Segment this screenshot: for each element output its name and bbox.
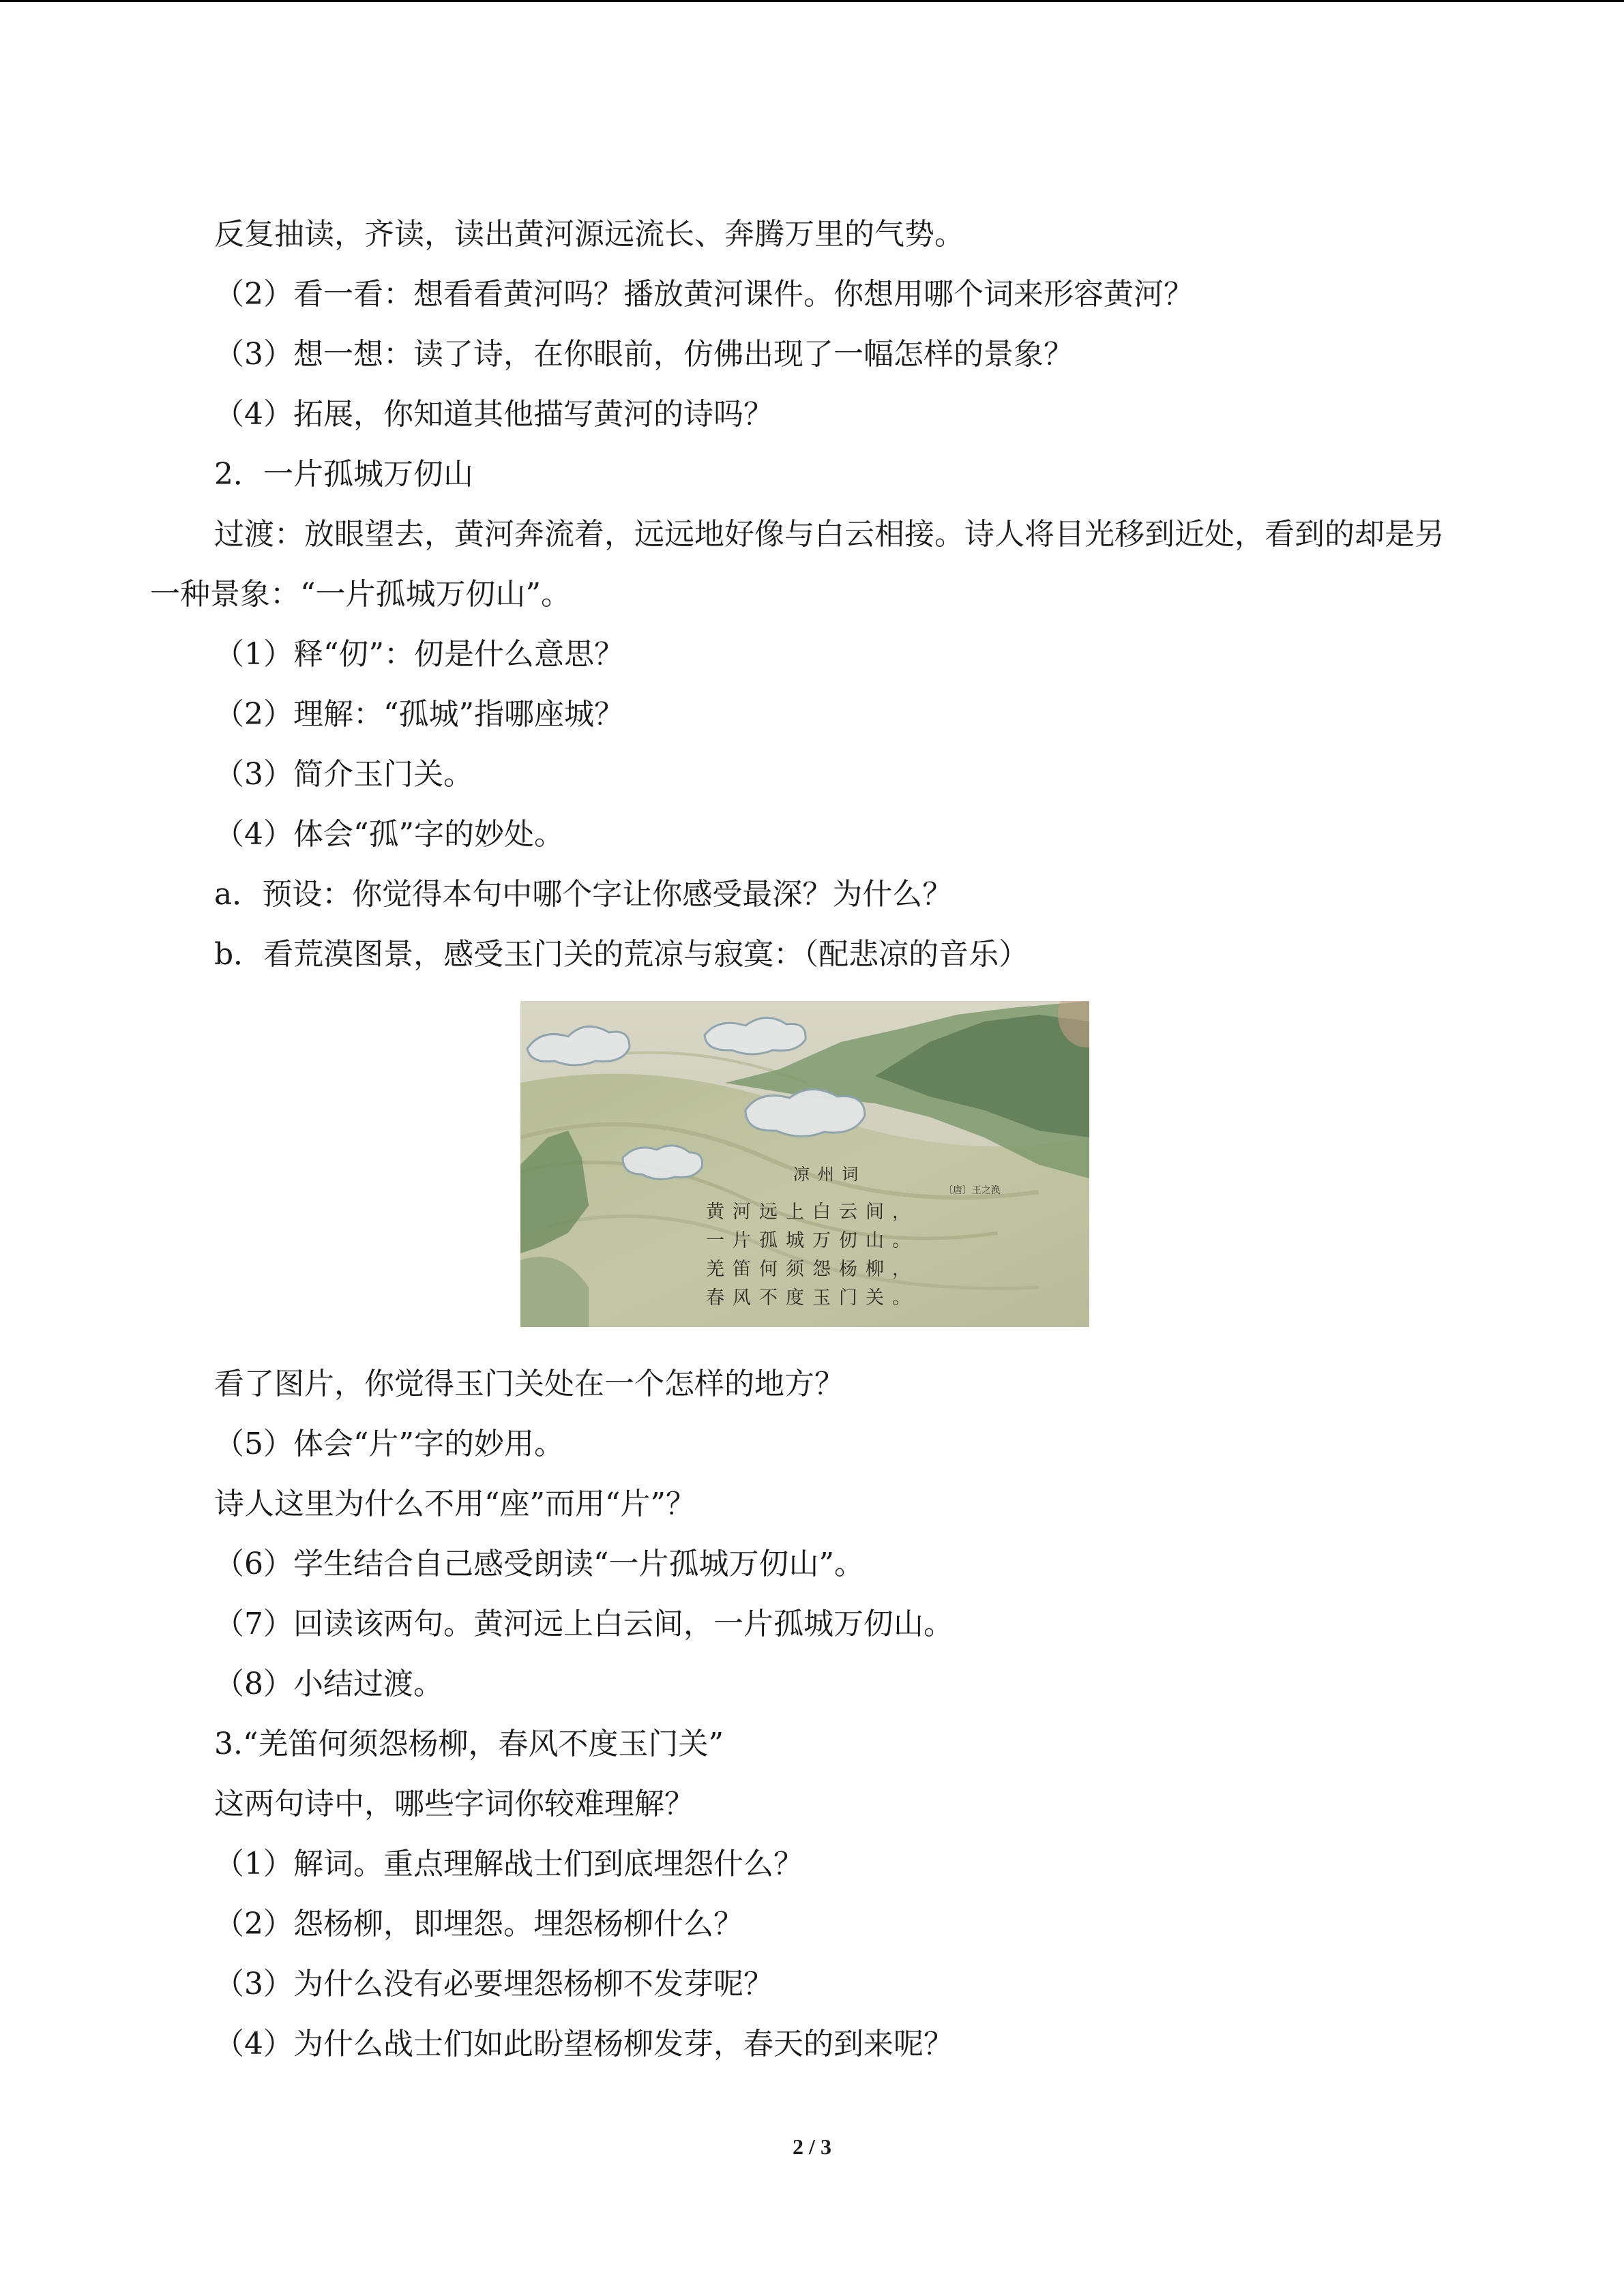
paragraph: 过渡：放眼望去，黄河奔流着，远远地好像与白云相接。诗人将目光移到近处，看到的却是另一种景象：“一片孤城万仞山”。: [150, 517, 1445, 612]
poem-author: 〔唐〕王之涣: [943, 1185, 1001, 1196]
poem-illustration: [520, 1001, 1089, 1327]
paragraph: b．看荒漠图景，感受玉门关的荒凉与寂寞：（配悲凉的音乐）: [214, 937, 1029, 972]
paragraph: （6）学生结合自己感受朗读“一片孤城万仞山”。: [214, 1547, 864, 1581]
paragraph: （2）理解：“孤城”指哪座城？: [214, 697, 624, 732]
section-heading: 2．一片孤城万仞山: [214, 457, 473, 492]
paragraph: （4）为什么战士们如此盼望杨柳发芽，春天的到来呢？: [214, 2027, 954, 2061]
poem-line: 一片孤城万仞山。: [706, 1230, 919, 1251]
document-body: [150, 205, 1460, 2074]
paragraph: （2）怨杨柳，即埋怨。埋怨杨柳什么？: [214, 1907, 743, 1941]
landscape-painting: [520, 1001, 1089, 1327]
poem-line: 黄河远上白云间，: [706, 1202, 919, 1223]
paragraph: 反复抽读，齐读，读出黄河源远流长、奔腾万里的气势。: [214, 217, 964, 252]
paragraph: （1）解词。重点理解战士们到底埋怨什么？: [214, 1847, 803, 1881]
top-border-line: [0, 0, 1624, 2]
paragraph: a．预设：你觉得本句中哪个字让你感受最深？为什么？: [214, 877, 953, 912]
paragraph: （4）拓展，你知道其他描写黄河的诗吗？: [214, 397, 773, 432]
paragraph: （2）看一看：想看看黄河吗？播放黄河课件。你想用哪个词来形容黄河？: [214, 277, 1194, 312]
paragraph: 看了图片，你觉得玉门关处在一个怎样的地方？: [214, 1367, 844, 1401]
paragraph: （8）小结过渡。: [214, 1667, 443, 1701]
page-number: 2 / 3: [793, 2134, 831, 2159]
paragraph: 这两句诗中，哪些字词你较难理解？: [214, 1787, 694, 1821]
paragraph: （5）体会“片”字的妙用。: [214, 1427, 564, 1461]
section-heading: 3.“羌笛何须怨杨柳，春风不度玉门关”: [214, 1727, 724, 1761]
paragraph: （3）简介玉门关。: [214, 757, 473, 792]
paragraph: （4）体会“孤”字的妙处。: [214, 817, 564, 852]
paragraph: （1）释“仞”：仞是什么意思？: [214, 637, 624, 672]
paragraph: （3）为什么没有必要埋怨杨柳不发芽呢？: [214, 1967, 773, 2001]
poem-line: 春风不度玉门关。: [706, 1287, 919, 1309]
paragraph: （7）回读该两句。黄河远上白云间，一片孤城万仞山。: [214, 1607, 954, 1641]
paragraph: （3）想一想：读了诗，在你眼前，仿佛出现了一幅怎样的景象？: [214, 337, 1074, 372]
paragraph: 诗人这里为什么不用“座”而用“片”？: [214, 1487, 696, 1521]
poem-line: 羌笛何须怨杨柳，: [706, 1259, 919, 1280]
poem-title: 凉 州 词: [793, 1165, 860, 1184]
